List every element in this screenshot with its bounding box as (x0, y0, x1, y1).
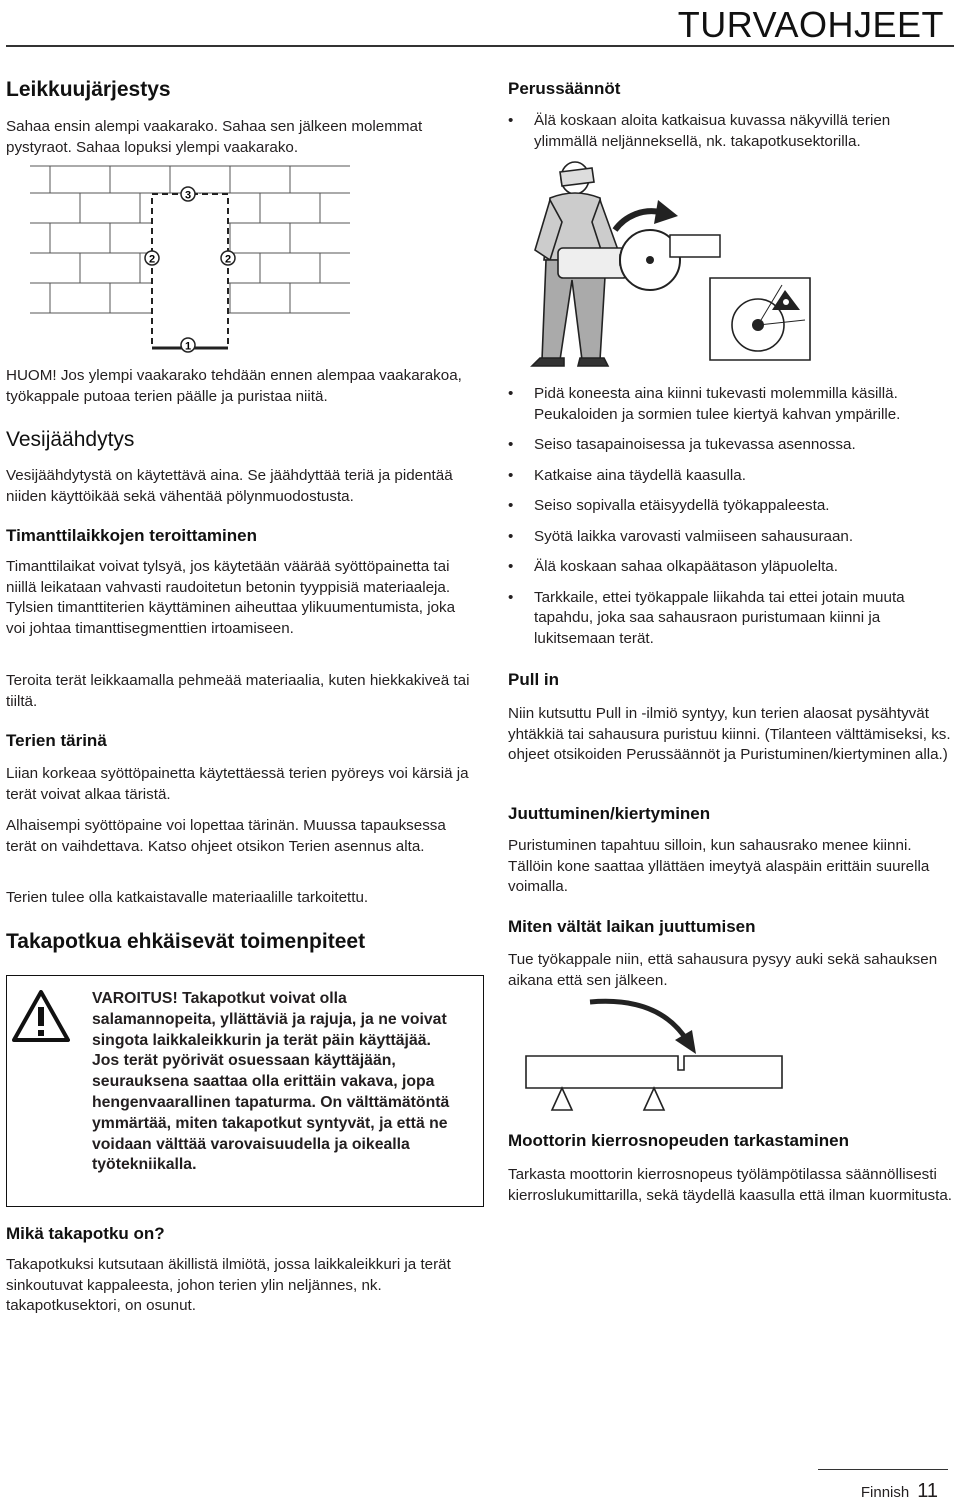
warning-triangle-icon (12, 990, 70, 1042)
heading-vesijaahdytys: Vesijäähdytys (6, 428, 135, 451)
footer-rule (818, 1469, 948, 1470)
heading-juuttuminen: Juuttuminen/kiertyminen (508, 804, 711, 823)
marker-3: 3 (184, 189, 192, 202)
heading-terien-tarina: Terien tärinä (6, 731, 107, 750)
perus-bullet: • Älä koskaan sahaa olkapäätason yläpuolelta. (508, 557, 953, 578)
perus-bullet: • Katkaise aina täydellä kaasulla. (508, 466, 953, 487)
timantti-p2: Teroita terät leikkaamalla pehmeää materiaalia, kuten hiekkakiveä tai tiiltä. (6, 672, 470, 710)
brick-wall-cut-order-illustration (30, 158, 350, 358)
page-title: TURVAOHJEET (677, 4, 944, 45)
vesi-text: Vesijäähdytystä on käytettävä aina. Se jäähdyttää teriä ja pidentää niiden käyttöikää sekä vähentää pölynmuodostusta. (6, 467, 453, 505)
heading-mika-takapotku: Mikä takapotku on? (6, 1224, 165, 1243)
perus-bullet: • Seiso sopivalla etäisyydellä työkappaleesta. (508, 496, 953, 517)
marker-1: 1 (184, 340, 192, 353)
heading-miten-valtat: Miten vältät laikan juuttumisen (508, 917, 756, 936)
tarina-p2: Alhaisempi syöttöpaine voi lopettaa tärinän. Muussa tapauksessa terät on vaihdettava. Katso ohjeet otsikon Terien asennus alta. (6, 817, 446, 855)
perus-bullet: • Seiso tasapainoisessa ja tukevassa asennossa. (508, 435, 953, 456)
perus-bullet-list (508, 384, 953, 649)
moottori-text: Tarkasta moottorin kierrosnopeus työlämpötilassa säännöllisesti kierroslukumittarilla, sekä täydellä kaasulla että ilman kuormitusta. (508, 1166, 952, 1204)
warning-text: VAROITUS! Takapotkut voivat olla salamannopeita, yllättäviä ja rajuja, ja ne voivat singota laikkaleikkurin ja terät päin käyttäjää. Jos terät pyörivät osuessaan käyttäjään, seurauksena saattaa olla erittäin vakava, jopa hengenvaarallinen tapaturma. On välttämätöntä ymmärtää, miten takapotkut syntyvät, ja että ne voidaan välttää varovaisuudella ja oikealla työtekniikalla. (92, 990, 450, 1174)
heading-takapotkua: Takapotkua ehkäisevät toimenpiteet (6, 930, 366, 953)
workpiece-support-illustration (520, 990, 790, 1115)
perus-bullet: • Pidä koneesta aina kiinni tukevasti molemmilla käsillä. Peukaloiden ja sormien tulee kiertyä kahvan ympärille. (508, 384, 953, 425)
heading-leikkuujarjestys: Leikkuujärjestys (6, 78, 171, 101)
operator-kickback-illustration (520, 160, 820, 370)
heading-timanttilaikkojen: Timanttilaikkojen teroittaminen (6, 526, 257, 545)
heading-pull-in: Pull in (508, 670, 559, 689)
page-number: 11 (917, 1480, 938, 1502)
huom-text: HUOM! Jos ylempi vaakarako tehdään ennen alempaa vaakarakoa, työkappale putoaa terien päälle ja puristaa niitä. (6, 367, 462, 405)
perus-first-bullet: • Älä koskaan aloita katkaisua kuvassa näkyvillä terien ylimmällä neljänneksellä, nk. takapotkusektorilla. (508, 111, 948, 152)
pull-text: Niin kutsuttu Pull in -ilmiö syntyy, kun terien alaosat pysähtyvät yhtäkkiä tai sahausura puristuu kiinni. (Tilanteen välttämiseksi, ks. ohjeet otsikoiden Perussäännöt ja Puristuminen/kiertyminen alla.) (508, 705, 951, 763)
tarina-p1: Liian korkeaa syöttöpainetta käytettäessä terien pyöreys voi kärsiä ja terät voivat alkaa täristä. (6, 765, 469, 803)
perus-first-list (508, 111, 948, 152)
page-footer (861, 1480, 938, 1503)
marker-2-right: 2 (224, 253, 232, 266)
heading-moottorin: Moottorin kierrosnopeuden tarkastaminen (508, 1131, 849, 1150)
perus-bullet: • Tarkkaile, ettei työkappale liikahda tai ettei jotain muuta tapahdu, joka saa sahausraon puristumaan kiinni ja lukitsemaan terät. (508, 588, 953, 650)
perus-bullet: • Syötä laikka varovasti valmiiseen sahausuraan. (508, 527, 953, 548)
footer-language: Finnish (860, 1484, 910, 1501)
marker-2-left: 2 (148, 253, 156, 266)
miten-text: Tue työkappale niin, että sahausura pysyy auki sekä sahauksen aikana että sen jälkeen. (508, 951, 938, 989)
heading-perussaannot: Perussäännöt (508, 79, 621, 98)
juutt-text: Puristuminen tapahtuu silloin, kun sahausrako menee kiinni. Tällöin kone saattaa yllättäen imeytyä alaspäin erittäin suurella voimalla. (508, 837, 930, 895)
mika-text: Takapotkuksi kutsutaan äkillistä ilmiötä, jossa laikkaleikkuri ja terät sinkoutuvat kappaleesta, johon terien ylin neljännes, nk. takapotkusektori, on osunut. (6, 1256, 451, 1314)
leikkuu-text: Sahaa ensin alempi vaakarako. Sahaa sen jälkeen molemmat pystyraot. Sahaa lopuksi ylempi vaakarako. (6, 118, 423, 156)
timantti-p1: Timanttilaikat voivat tylsyä, jos käytetään väärää syöttöpainetta tai niillä leikataan vahvasti raudoitetun betonin tyyppisiä materiaaleja. Tylsien timanttiterien käyttäminen aiheuttaa ylikuumentumista, joka voi johtaa timanttisegmenttien irtoamiseen. (6, 558, 456, 637)
tarina-p3: Terien tulee olla katkaistavalle materiaalille tarkoitettu. (6, 889, 369, 906)
header-rule (6, 45, 954, 47)
